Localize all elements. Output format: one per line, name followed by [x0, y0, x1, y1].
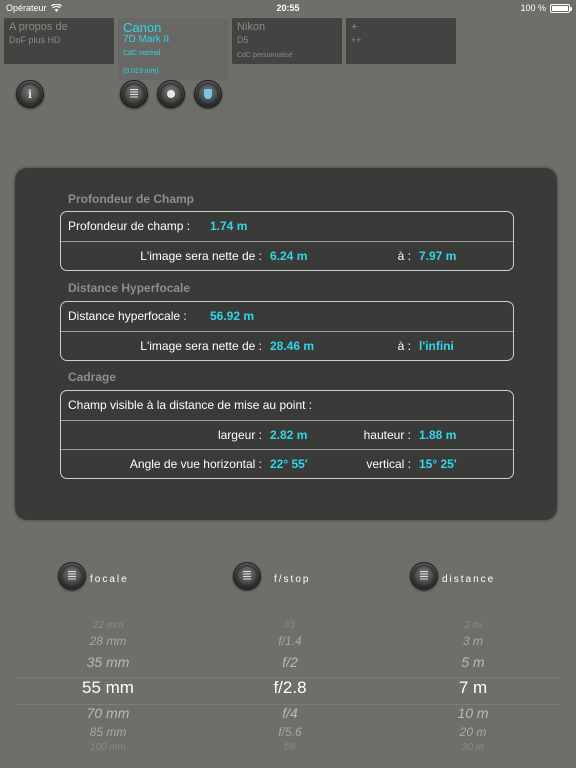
results-panel: [15, 168, 557, 520]
frame-vangle-value: 15° 25': [419, 457, 457, 471]
fstop-select-button[interactable]: [233, 562, 261, 590]
frame-angle-row: [61, 449, 513, 478]
frame-width-value: 2.82 m: [270, 428, 308, 442]
frame-height-label: hauteur :: [363, 428, 411, 442]
distance-picker-item[interactable]: 30 m: [461, 742, 485, 753]
wifi-icon: [51, 4, 62, 12]
hyper-dist-row: [61, 302, 513, 331]
dof-depth-value: 1.74 m: [210, 219, 248, 233]
dof-title: Profondeur de Champ: [68, 192, 195, 206]
tab-nikon[interactable]: [232, 18, 342, 64]
frame-width-label: largeur :: [217, 428, 262, 442]
tab-about-line1: A propos de: [9, 21, 68, 33]
dof-sharp-to: 7.97 m: [419, 249, 457, 263]
lines-icon: [130, 89, 138, 99]
fstop-picker-item[interactable]: f/2: [282, 654, 298, 670]
carrier-group: [6, 3, 62, 13]
tab-canon-coc: CdC normal: [123, 50, 161, 57]
focal-picker-item[interactable]: 100 mm: [89, 742, 127, 753]
distance-picker-item[interactable]: 7 m: [458, 678, 488, 697]
tab-about-line2: DoF plus HD: [9, 35, 61, 45]
focal-picker-item[interactable]: 55 mm: [82, 678, 134, 697]
shield-button[interactable]: [194, 80, 222, 108]
focal-select-button[interactable]: [58, 562, 86, 590]
fstop-picker-item[interactable]: f/8: [284, 742, 296, 753]
carrier-name: Opérateur: [6, 3, 47, 13]
lines-icon: [420, 571, 428, 581]
fstop-picker-item[interactable]: f/2.8: [273, 678, 307, 697]
hyper-title: Distance Hyperfocale: [68, 281, 191, 295]
frame-hangle-value: 22° 55': [270, 457, 308, 471]
record-button[interactable]: [157, 80, 185, 108]
dof-box: [60, 211, 514, 271]
hyper-box: [60, 301, 514, 361]
tab-add-line1: +: [351, 21, 358, 33]
focal-picker-item[interactable]: 70 mm: [86, 705, 130, 721]
distance-picker-item[interactable]: 2 m: [464, 620, 482, 631]
focal-label: focale: [90, 574, 129, 585]
dof-depth-row: [61, 212, 513, 241]
frame-vangle-label: vertical :: [366, 457, 411, 471]
fstop-label: f/stop: [274, 574, 311, 585]
info-icon: i: [21, 85, 39, 103]
hyper-sharp-row: [61, 331, 513, 360]
tab-canon[interactable]: [118, 18, 228, 80]
hyper-to-label: à :: [397, 339, 411, 353]
focal-picker-item[interactable]: 22 mm: [92, 620, 124, 631]
distance-picker-item[interactable]: 20 m: [459, 725, 487, 739]
lines-icon: [68, 571, 76, 581]
dof-to-label: à :: [397, 249, 411, 263]
tab-add[interactable]: [346, 18, 456, 64]
fstop-picker-item[interactable]: f/1: [284, 620, 296, 631]
tab-nikon-model: D5: [237, 35, 249, 45]
distance-picker-item[interactable]: 3 m: [462, 634, 483, 648]
battery-group: [520, 3, 570, 13]
frame-field-row: [61, 391, 513, 420]
value-pickers: [0, 620, 576, 752]
tab-nikon-coc: CdC personnalisé: [237, 52, 293, 59]
hyper-dist-value: 56.92 m: [210, 309, 255, 323]
frame-height-value: 1.88 m: [419, 428, 457, 442]
dof-sharp-label: L'image sera nette de :: [140, 249, 262, 263]
status-bar: [0, 0, 576, 16]
tab-canon-model: 7D Mark II: [123, 34, 170, 45]
focal-picker-item[interactable]: 85 mm: [89, 725, 127, 739]
tab-add-line2: ++: [351, 35, 362, 45]
tab-canon-brand: Canon: [123, 20, 162, 35]
menu-button[interactable]: [120, 80, 148, 108]
hyper-sharp-to: l'infini: [419, 339, 454, 353]
lines-icon: [243, 571, 251, 581]
hyper-sharp-label: L'image sera nette de :: [140, 339, 262, 353]
fstop-picker-item[interactable]: f/5.6: [278, 725, 302, 739]
frame-title: Cadrage: [68, 370, 117, 384]
focal-picker-item[interactable]: 35 mm: [86, 654, 130, 670]
hyper-dist-label: Distance hyperfocale :: [68, 309, 187, 323]
distance-label: distance: [442, 574, 496, 585]
tab-nikon-brand: Nikon: [237, 21, 266, 33]
frame-size-row: [61, 420, 513, 449]
frame-box: [60, 390, 514, 479]
distance-picker-item[interactable]: 10 m: [457, 705, 489, 721]
fstop-picker-item[interactable]: f/4: [282, 705, 298, 721]
frame-hangle-label: Angle de vue horizontal :: [129, 457, 262, 471]
shield-icon: [204, 89, 212, 99]
info-button[interactable]: [16, 80, 44, 108]
dot-icon: [167, 90, 175, 98]
focal-picker-item[interactable]: 28 mm: [89, 634, 127, 648]
tab-about[interactable]: [4, 18, 114, 64]
battery-icon: [550, 4, 570, 13]
frame-field-label: Champ visible à la distance de mise au point :: [68, 398, 313, 412]
clock: 20:55: [276, 3, 300, 13]
dof-sharp-from: 6.24 m: [270, 249, 308, 263]
distance-select-button[interactable]: [410, 562, 438, 590]
battery-percent: 100 %: [520, 3, 546, 13]
fstop-picker-item[interactable]: f/1.4: [278, 634, 302, 648]
tab-canon-coc-value: (0.019 mm): [123, 68, 159, 75]
hyper-sharp-from: 28.46 m: [270, 339, 315, 353]
dof-depth-label: Profondeur de champ :: [68, 219, 191, 233]
dof-sharp-row: [61, 241, 513, 270]
distance-picker-item[interactable]: 5 m: [461, 654, 485, 670]
camera-tabs: [4, 18, 456, 80]
